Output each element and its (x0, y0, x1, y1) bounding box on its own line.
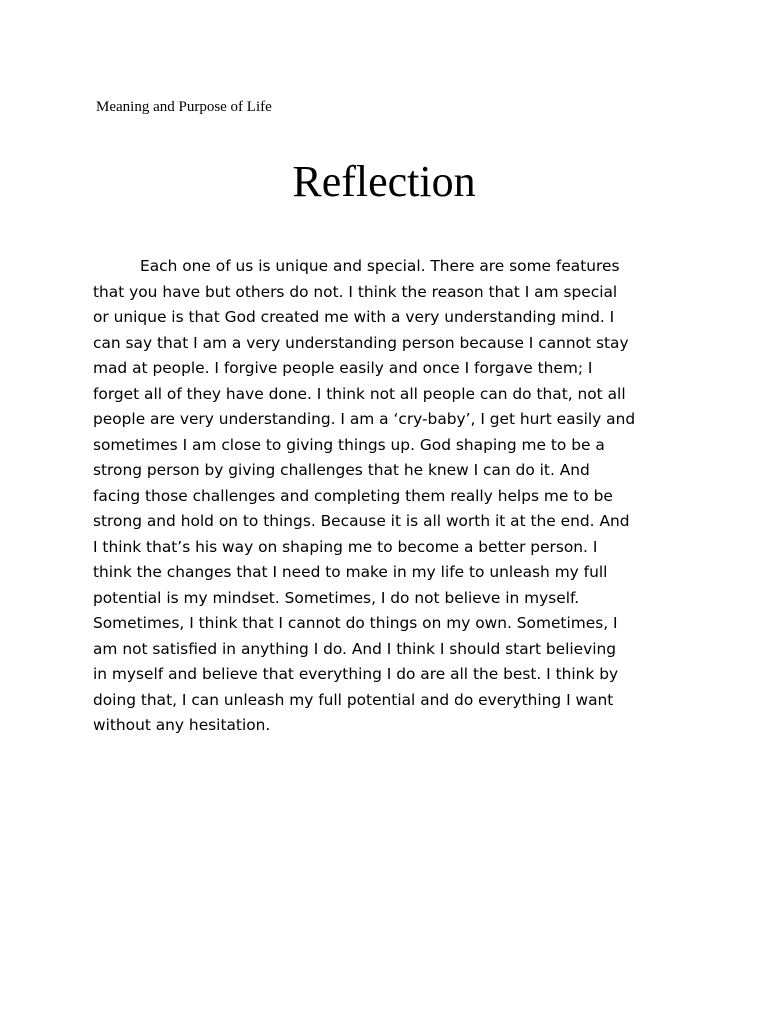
body-line: forget all of they have done. I think not all people can do that, not all (93, 384, 626, 403)
body-line: sometimes I am close to giving things up. God shaping me to be a (93, 435, 605, 454)
body-line: without any hesitation. (93, 716, 271, 734)
body-line: facing those challenges and completing them really helps me to be (93, 486, 613, 505)
body-line: doing that, I can unleash my full potential and do everything I want (93, 690, 614, 709)
body-line: think the changes that I need to make in my life to unleash my full (93, 563, 608, 581)
body-line: Each one of us is unique and special. There are some features (140, 257, 620, 275)
body-line: that you have but others do not. I think the reason that I am special (93, 282, 618, 301)
body-line: potential is my mindset. Sometimes, I do not believe in myself. (93, 588, 580, 607)
body-line: in myself and believe that everything I do are all the best. I think by (93, 665, 619, 683)
document-title: Reflection (292, 157, 476, 206)
body-line: people are very understanding. I am a ‘cry-baby’, I get hurt easily and (93, 410, 636, 428)
document-header: Meaning and Purpose of Life (96, 99, 272, 115)
body-line: can say that I am a very understanding person because I cannot stay (93, 333, 629, 352)
body-line: am not satisfied in anything I do. And I think I should start believing (93, 639, 617, 658)
body-line: Sometimes, I think that I cannot do things on my own. Sometimes, I (93, 614, 618, 632)
body-line: strong and hold on to things. Because it is all worth it at the end. And (93, 512, 630, 530)
body-line: strong person by giving challenges that he knew I can do it. And (93, 461, 590, 479)
body-line: mad at people. I forgive people easily and once I forgave them; I (93, 359, 593, 377)
body-line: I think that’s his way on shaping me to become a better person. I (93, 537, 598, 556)
body-line: or unique is that God created me with a very understanding mind. I (93, 308, 615, 326)
document-body (93, 254, 693, 739)
